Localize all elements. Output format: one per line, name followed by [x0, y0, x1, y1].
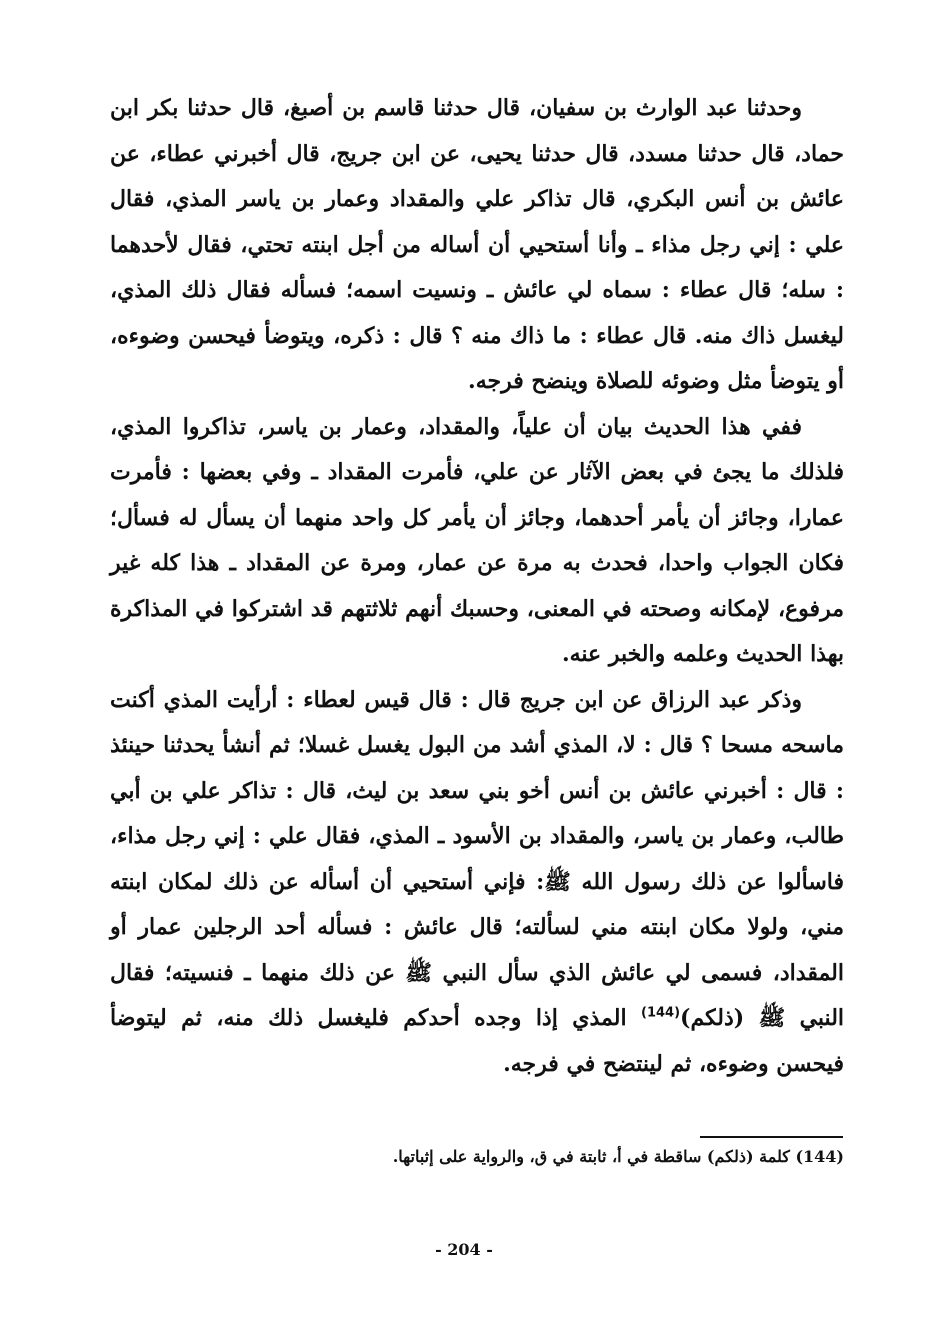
paragraph-3-text-after-ref: المذي إذا وجده أحدكم فليغسل ذلك منه، ثم ليتوضأ فيحسن وضوءه، ثم لينتضح في فرجه.	[110, 1005, 844, 1077]
footnote	[300, 1144, 844, 1170]
paragraph-1	[110, 86, 844, 405]
paragraph-2	[110, 405, 844, 678]
paragraph-3-text-before-ref: وذكر عبد الرزاق عن ابن جريج قال : قال قيس لعطاء : أرأيت المذي أكنت ماسحه مسحا ؟ قال : لا، المذي أشد من البول يغسل غسلا؛ ثم أنشأ يحدثنا حينئذ : قال : أخبرني عائش بن أنس أخو بني سعد بن ليث، قال : تذاكر علي بن أبي طالب، وعمار بن ياسر، والمقداد بن الأسود ـ المذي، فقال علي : إني رجل مذاء، فاسألوا عن ذلك رسول الله ﷺ: فإني أستحيي أن أسأله عن ذلك لمكان ابنته مني، ولولا مكان ابنته مني لسألته؛ قال عائش : فسأله أحد الرجلين عمار أو المقداد، فسمى لي عائش الذي سأل النبي ﷺ عن ذلك منهما ـ فنسيته؛ فقال النبي ﷺ (ذلكم)	[110, 686, 845, 1031]
footnote-reference: (144)	[641, 1005, 681, 1021]
footnote-separator	[700, 1136, 843, 1138]
paragraph-1-text: وحدثنا عبد الوارث بن سفيان، قال حدثنا قاسم بن أصبغ، قال حدثنا بكر ابن حماد، قال حدثنا مسدد، قال حدثنا يحيى، عن ابن جريج، قال أخبرني عطاء، عن عائش بن أنس البكري، قال تذاكر علي والمقداد وعمار بن ياسر المذي، فقال علي : إني رجل مذاء ـ وأنا أستحيي أن أساله من أجل ابنته تحتي، فقال لأحدهما : سله؛ قال عطاء : سماه لي عائش ـ ونسيت اسمه؛ فسأله فقال ذلك المذي، ليغسل ذاك منه. قال عطاء : ما ذاك منه ؟ قال : ذكره، ويتوضأ فيحسن وضوءه، أو يتوضأ مثل وضوئه للصلاة وينضح فرجه.	[110, 95, 844, 394]
footnote-text: (144) كلمة (ذلكم) ساقطة في أ، ثابتة في ق، والرواية على إثباتها.	[392, 1147, 844, 1166]
paragraph-3	[110, 678, 844, 1088]
page-number: - 204 -	[435, 1240, 493, 1259]
main-text	[110, 86, 844, 1087]
paragraph-2-text: ففي هذا الحديث بيان أن علياً، والمقداد، وعمار بن ياسر، تذاكروا المذي، فلذلك ما يجئ في بعض الآثار عن علي، فأمرت المقداد ـ وفي بعضها : فأمرت عمارا، وجائز أن يأمر أحدهما، وجائز أن يأمر كل واحد منهما أن يسأل له فسأل؛ فكان الجواب واحدا، فحدث به مرة عن عمار، ومرة عن المقداد ـ هذا كله غير مرفوع، لإمكانه وصحته في المعنى، وحسبك أنهم ثلاثتهم قد اشتركوا في المذاكرة بهذا الحديث وعلمه والخبر عنه.	[110, 413, 844, 667]
